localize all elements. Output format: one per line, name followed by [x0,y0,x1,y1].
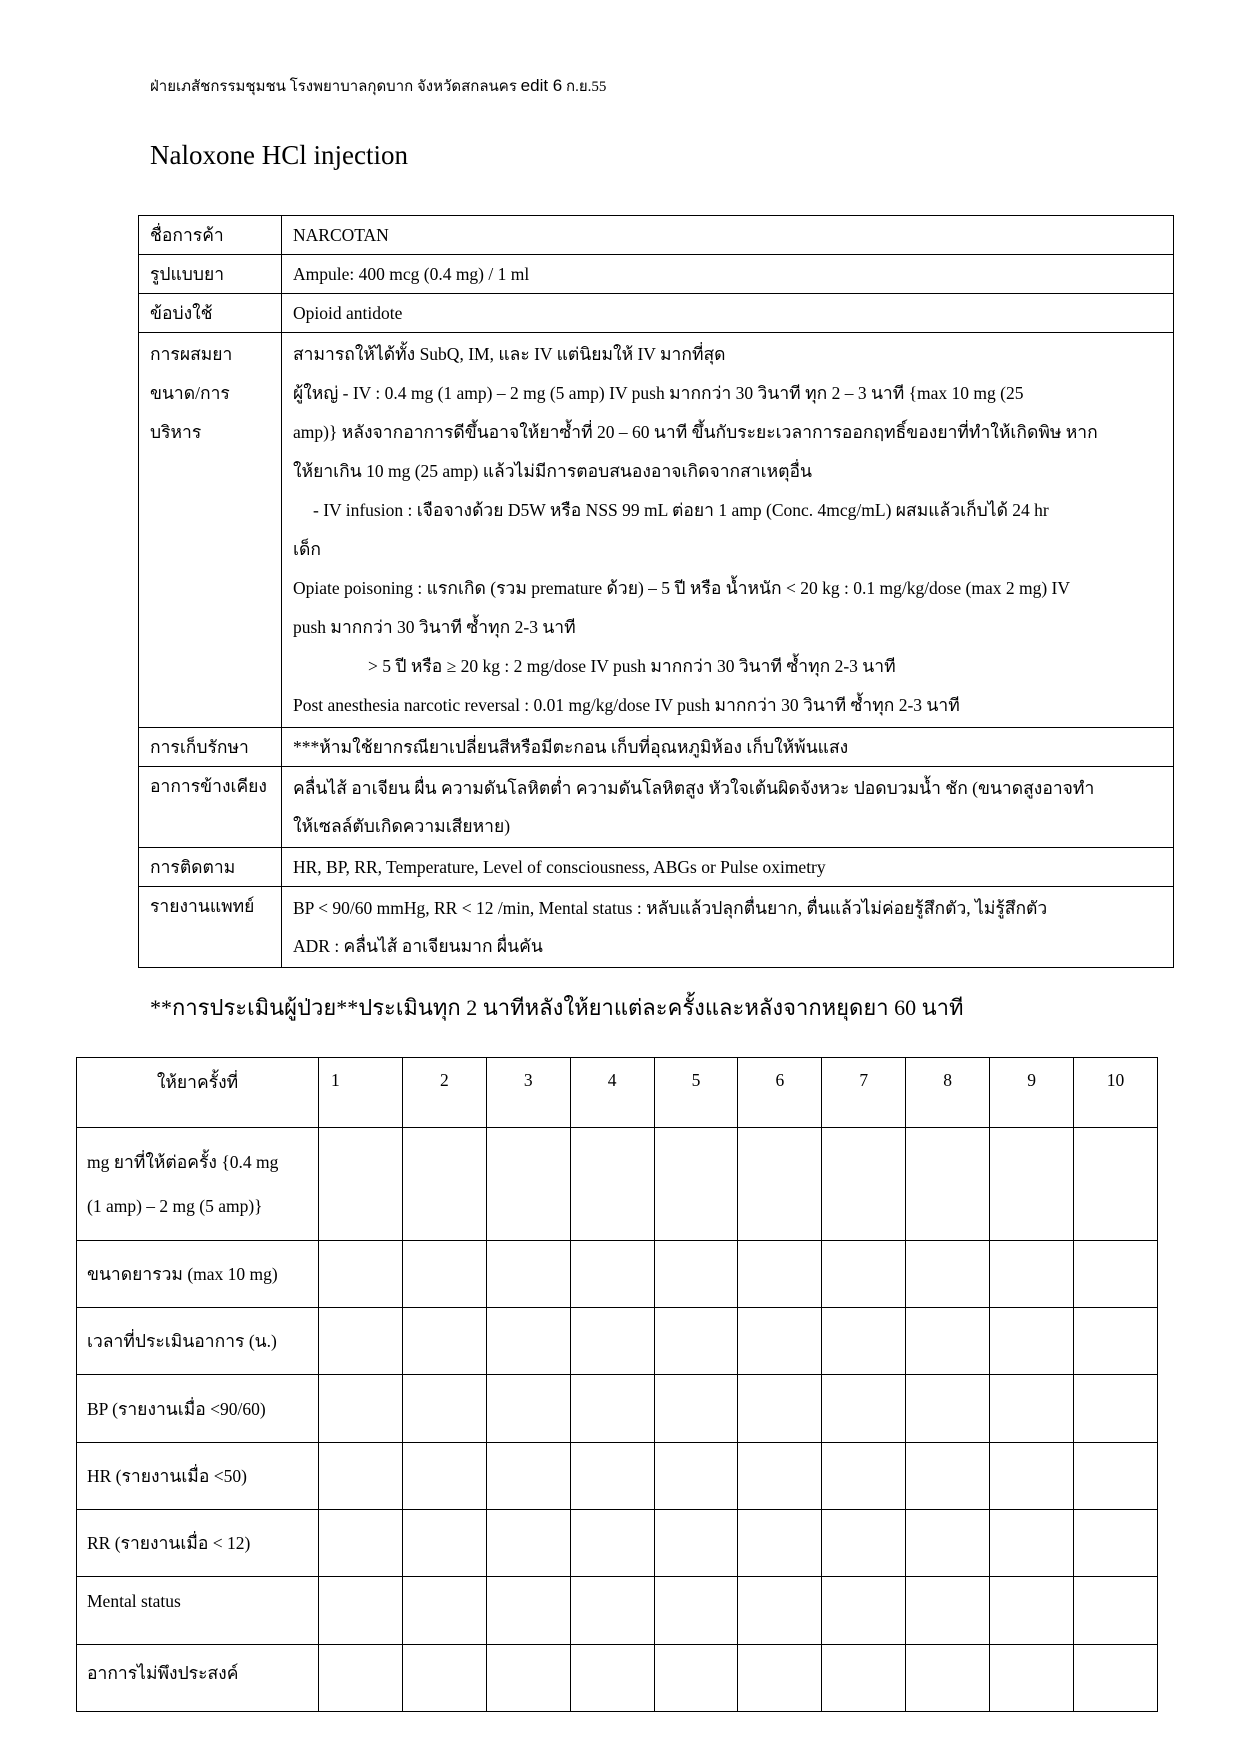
mixing-line: ผู้ใหญ่ - IV : 0.4 mg (1 amp) – 2 mg (5 amp) IV push มากกว่า 30 วินาที ทุก 2 – 3 นาที {max 10 mg (25 [293,383,1024,403]
record-row-label: HR (รายงานเมื่อ <50) [77,1442,319,1509]
record-cell[interactable] [319,1308,403,1375]
record-cell[interactable] [319,1240,403,1307]
record-cell[interactable] [402,1308,486,1375]
record-row-mental [77,1577,1158,1644]
report-row [139,887,1174,968]
record-cell[interactable] [990,1128,1074,1241]
record-cell[interactable] [402,1442,486,1509]
record-cell[interactable] [570,1577,654,1644]
mixing-value [282,333,1174,728]
record-cell[interactable] [906,1375,990,1442]
mixing-label-line: การผสมยา [150,344,233,364]
record-cell[interactable] [402,1240,486,1307]
record-row-label: BP (รายงานเมื่อ <90/60) [77,1375,319,1442]
record-row-total [77,1240,1158,1307]
record-cell[interactable] [1074,1375,1158,1442]
record-cell[interactable] [822,1510,906,1577]
drug-info-table [138,215,1174,968]
record-cell[interactable] [319,1644,403,1711]
record-cell[interactable] [738,1644,822,1711]
indication-label: ข้อบ่งใช้ [139,294,282,333]
mixing-row [139,333,1174,728]
record-cell[interactable] [319,1375,403,1442]
column-header: 9 [990,1058,1074,1128]
record-cell[interactable] [402,1510,486,1577]
dose-label-line: (1 amp) – 2 mg (5 amp)} [87,1196,263,1217]
record-cell[interactable] [1074,1308,1158,1375]
record-cell[interactable] [402,1375,486,1442]
record-cell[interactable] [990,1644,1074,1711]
record-header-row [77,1058,1158,1128]
record-cell[interactable] [906,1577,990,1644]
column-header: 2 [402,1058,486,1128]
mixing-label [139,333,282,728]
trade-name-value: NARCOTAN [282,216,1174,255]
record-cell[interactable] [738,1308,822,1375]
column-header: 7 [822,1058,906,1128]
record-row-hr [77,1442,1158,1509]
record-cell[interactable] [654,1510,738,1577]
record-cell[interactable] [822,1644,906,1711]
monitoring-label: การติดตาม [139,848,282,887]
record-row-dose [77,1128,1158,1241]
record-cell[interactable] [906,1644,990,1711]
record-cell[interactable] [570,1510,654,1577]
document-header [150,74,606,98]
assessment-note: **การประเมินผู้ป่วย**ประเมินทุก 2 นาทีหลังให้ยาแต่ละครั้งและหลังจากหยุดยา 60 นาที [150,995,964,1020]
record-cell[interactable] [570,1442,654,1509]
mixing-line: Post anesthesia narcotic reversal : 0.01 mg/kg/dose IV push มากกว่า 30 วินาที ซ้ำทุก 2-3 นาที [293,695,960,715]
record-cell[interactable] [402,1644,486,1711]
record-cell[interactable] [738,1510,822,1577]
side-effects-row [139,767,1174,848]
record-cell[interactable] [654,1577,738,1644]
record-cell[interactable] [990,1375,1074,1442]
column-header: 1 [319,1058,403,1128]
record-cell[interactable] [822,1375,906,1442]
record-cell[interactable] [570,1308,654,1375]
record-cell[interactable] [654,1644,738,1711]
record-cell[interactable] [402,1577,486,1644]
record-cell[interactable] [319,1510,403,1577]
record-row-label: Mental status [77,1577,319,1644]
record-cell[interactable] [738,1577,822,1644]
side-effects-label: อาการข้างเคียง [139,767,282,848]
record-cell[interactable] [738,1128,822,1241]
monitoring-value: HR, BP, RR, Temperature, Level of consciousness, ABGs or Pulse oximetry [282,848,1174,887]
side-effects-line: ให้เซลล์ตับเกิดความเสียหาย) [293,816,511,836]
header-org: ฝ่ายเภสัชกรรมชุมชน โรงพยาบาลกุดบาก จังหวัดสกลนคร [150,79,517,95]
record-cell[interactable] [570,1128,654,1241]
record-cell[interactable] [319,1577,403,1644]
record-cell[interactable] [654,1308,738,1375]
record-cell[interactable] [738,1375,822,1442]
record-row-time [77,1308,1158,1375]
record-row-label: ขนาดยารวม (max 10 mg) [77,1240,319,1307]
record-cell[interactable] [319,1442,403,1509]
report-value [282,887,1174,968]
record-cell[interactable] [402,1128,486,1241]
record-cell[interactable] [1074,1510,1158,1577]
mixing-label-line: บริหาร [150,422,202,442]
record-cell[interactable] [738,1442,822,1509]
record-row-label: เวลาที่ประเมินอาการ (น.) [77,1308,319,1375]
column-header: 10 [1074,1058,1158,1128]
record-cell[interactable] [486,1375,570,1442]
dosage-form-value: Ampule: 400 mcg (0.4 mg) / 1 ml [282,255,1174,294]
mixing-line: - IV infusion : เจือจางด้วย D5W หรือ NSS 99 mL ต่อยา 1 amp (Conc. 4mcg/mL) ผสมแล้วเก็บได้ 24 hr [313,500,1049,520]
record-cell[interactable] [822,1308,906,1375]
report-line: ADR : คลื่นไส้ อาเจียนมาก ผื่นคัน [293,936,543,956]
mixing-line: Opiate poisoning : แรกเกิด (รวม premature ด้วย) – 5 ปี หรือ น้ำหนัก < 20 kg : 0.1 mg/kg/dose (max 2 mg) IV [293,578,1070,598]
record-cell[interactable] [319,1128,403,1241]
record-cell[interactable] [1074,1577,1158,1644]
monitoring-row [139,848,1174,887]
dose-label-line: mg ยาที่ให้ต่อครั้ง {0.4 mg [87,1152,279,1173]
record-cell[interactable] [990,1240,1074,1307]
dosage-form-row [139,255,1174,294]
record-cell[interactable] [486,1577,570,1644]
record-header-label: ให้ยาครั้งที่ [77,1058,319,1128]
record-cell[interactable] [654,1128,738,1241]
record-cell[interactable] [906,1240,990,1307]
storage-value: ***ห้ามใช้ยากรณียาเปลี่ยนสีหรือมีตะกอน เก็บที่อุณหภูมิห้อง เก็บให้พ้นแสง [282,728,1174,767]
record-cell[interactable] [822,1442,906,1509]
mixing-line: สามารถให้ได้ทั้ง SubQ, IM, และ IV แต่นิยมให้ IV มากที่สุด [293,344,726,364]
record-cell[interactable] [486,1240,570,1307]
record-cell[interactable] [486,1442,570,1509]
mixing-line: > 5 ปี หรือ ≥ 20 kg : 2 mg/dose IV push มากกว่า 30 วินาที ซ้ำทุก 2-3 นาที [368,656,896,676]
trade-name-label: ชื่อการค้า [139,216,282,255]
record-cell[interactable] [1074,1442,1158,1509]
record-row-rr [77,1510,1158,1577]
record-cell[interactable] [486,1128,570,1241]
record-cell[interactable] [1074,1128,1158,1241]
record-cell[interactable] [906,1510,990,1577]
record-cell[interactable] [906,1442,990,1509]
header-edit: edit 6 [520,76,563,95]
record-cell[interactable] [822,1577,906,1644]
column-header: 5 [654,1058,738,1128]
trade-name-row [139,216,1174,255]
record-cell[interactable] [1074,1240,1158,1307]
record-cell[interactable] [906,1308,990,1375]
record-cell[interactable] [990,1577,1074,1644]
mixing-line: amp)} หลังจากอาการดีขึ้นอาจให้ยาซ้ำที่ 20 – 60 นาที ขึ้นกับระยะเวลาการออกฤทธิ์ของยาที่ทำให้เกิดพิษ หาก [293,422,1098,442]
column-header: 6 [738,1058,822,1128]
record-cell[interactable] [822,1240,906,1307]
indication-row [139,294,1174,333]
mixing-line: push มากกว่า 30 วินาที ซ้ำทุก 2-3 นาที [293,617,576,637]
mixing-line: เด็ก [293,539,321,559]
page-title: Naloxone HCl injection [150,140,408,170]
record-cell[interactable] [570,1240,654,1307]
indication-value: Opioid antidote [282,294,1174,333]
record-cell[interactable] [822,1128,906,1241]
side-effects-line: คลื่นไส้ อาเจียน ผื่น ความดันโลหิตต่ำ ความดันโลหิตสูง หัวใจเต้นผิดจังหวะ ปอดบวมน้ำ ชัก (ขนาดสูงอาจทำ [293,778,1095,798]
side-effects-value [282,767,1174,848]
column-header: 8 [906,1058,990,1128]
header-date: ก.ย.55 [566,79,607,95]
record-row-label: อาการไม่พึงประสงค์ [77,1644,319,1711]
record-cell[interactable] [570,1375,654,1442]
record-cell[interactable] [990,1442,1074,1509]
record-cell[interactable] [486,1510,570,1577]
column-header: 3 [486,1058,570,1128]
record-row-label: RR (รายงานเมื่อ < 12) [77,1510,319,1577]
record-cell[interactable] [486,1308,570,1375]
storage-row [139,728,1174,767]
record-row-adverse [77,1644,1158,1711]
record-cell[interactable] [990,1510,1074,1577]
record-cell[interactable] [906,1128,990,1241]
dosage-form-label: รูปแบบยา [139,255,282,294]
record-cell[interactable] [654,1375,738,1442]
record-row-label [77,1128,319,1241]
column-header: 4 [570,1058,654,1128]
mixing-label-line: ขนาด/การ [150,383,230,403]
record-cell[interactable] [654,1240,738,1307]
record-cell[interactable] [654,1442,738,1509]
storage-label: การเก็บรักษา [139,728,282,767]
record-cell[interactable] [1074,1644,1158,1711]
record-cell[interactable] [738,1240,822,1307]
report-label: รายงานแพทย์ [139,887,282,968]
record-cell[interactable] [486,1644,570,1711]
mixing-line: ให้ยาเกิน 10 mg (25 amp) แล้วไม่มีการตอบสนองอาจเกิดจากสาเหตุอื่น [293,461,813,481]
record-cell[interactable] [990,1308,1074,1375]
record-row-bp [77,1375,1158,1442]
report-line: BP < 90/60 mmHg, RR < 12 /min, Mental status : หลับแล้วปลุกตื่นยาก, ตื่นแล้วไม่ค่อยรู้สึกตัว, ไม่รู้สึกตัว [293,898,1048,918]
record-cell[interactable] [570,1644,654,1711]
dose-record-table [76,1057,1158,1712]
